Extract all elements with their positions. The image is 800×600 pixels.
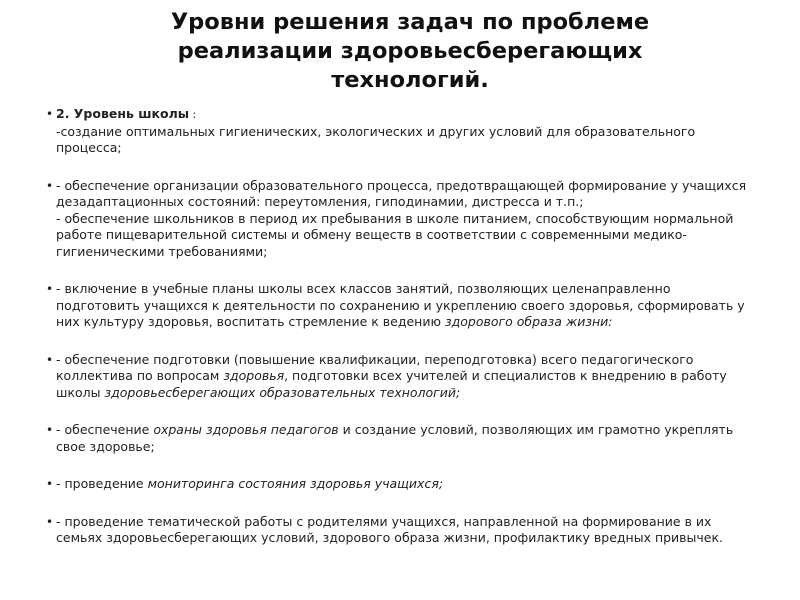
list-item-text: - обеспечение организации образовательного процесса, предотвращающей формирование у учащихся дезадаптационных состояний: переутомления, гиподинамии, дистресса и т.п.; — [56, 177, 747, 209]
slide-content-list — [46, 106, 754, 547]
list-item-italic-text: здоровья — [223, 368, 285, 383]
title-line-2: реализации здоровьесберегающих — [177, 38, 643, 64]
bullet-icon: • — [46, 282, 54, 296]
title-line-1: Уровни решения задач по проблеме — [170, 9, 650, 35]
bullet-icon: • — [46, 352, 54, 367]
section-heading-colon: : — [189, 108, 197, 121]
list-item-text: - обеспечение подготовки (повышение квалификации, переподготовка) всего педагогического коллектива по вопросам — [56, 351, 694, 383]
list-item-text: - обеспечение школьников в период их пребывания в школе питанием, способствующим нормальной работе пищеварительной системы и обмену веществ в соответствии с современными медико-гигиеническими требованиями; — [56, 210, 734, 259]
bullet-icon: • — [46, 477, 54, 491]
list-item-italic-text: охраны здоровья педагогов — [153, 422, 339, 437]
list-item-curriculum — [46, 281, 754, 331]
list-item-text: -создание оптимальных гигиенических, экологических и других условий для образовательного процесса; — [56, 123, 696, 155]
list-item-text: и создание условий, позволяющих им грамотно укреплять свое здоровье; — [56, 422, 734, 454]
list-item-monitoring — [46, 476, 754, 493]
list-item-parents — [46, 514, 754, 547]
section-heading: 2. Уровень школы — [56, 106, 190, 121]
list-item-italic-text: здоровьесберегающих образовательных технологий; — [104, 384, 461, 400]
list-item-italic-text: мониторинга состояния здоровья учащихся; — [147, 476, 444, 491]
slide-title — [80, 8, 740, 95]
title-line-3: технологий. — [331, 67, 489, 93]
bullet-icon: • — [46, 178, 54, 193]
bullet-icon: • — [46, 514, 54, 529]
list-item-italic-text: здорового образа жизни: — [444, 314, 613, 329]
bullet-icon: • — [46, 107, 54, 121]
list-item-text: - обеспечение — [56, 422, 154, 437]
list-item-text: , подготовки всех учителей и специалистов к внедрению в работу школы — [56, 368, 727, 400]
list-item-text: - проведение тематической работы с родителями учащихся, направленной на формирование в их семьях здоровьесберегающих условий, здорового образа жизни, профилактику вредных привычек. — [56, 513, 724, 545]
list-item-teacher-training — [46, 352, 754, 402]
list-item-organization — [46, 178, 754, 261]
list-item-school-level — [46, 106, 754, 157]
list-item-teacher-health — [46, 422, 754, 455]
list-item-text: - включение в учебные планы школы всех классов занятий, позволяющих целенаправленно подготовить учащихся к деятельности по сохранению и укреплению своего здоровья, сформировать у них культуру здоровья, воспитать стремление к ведению — [56, 281, 745, 329]
list-item-text: - проведение — [56, 476, 148, 491]
bullet-icon: • — [46, 423, 54, 437]
